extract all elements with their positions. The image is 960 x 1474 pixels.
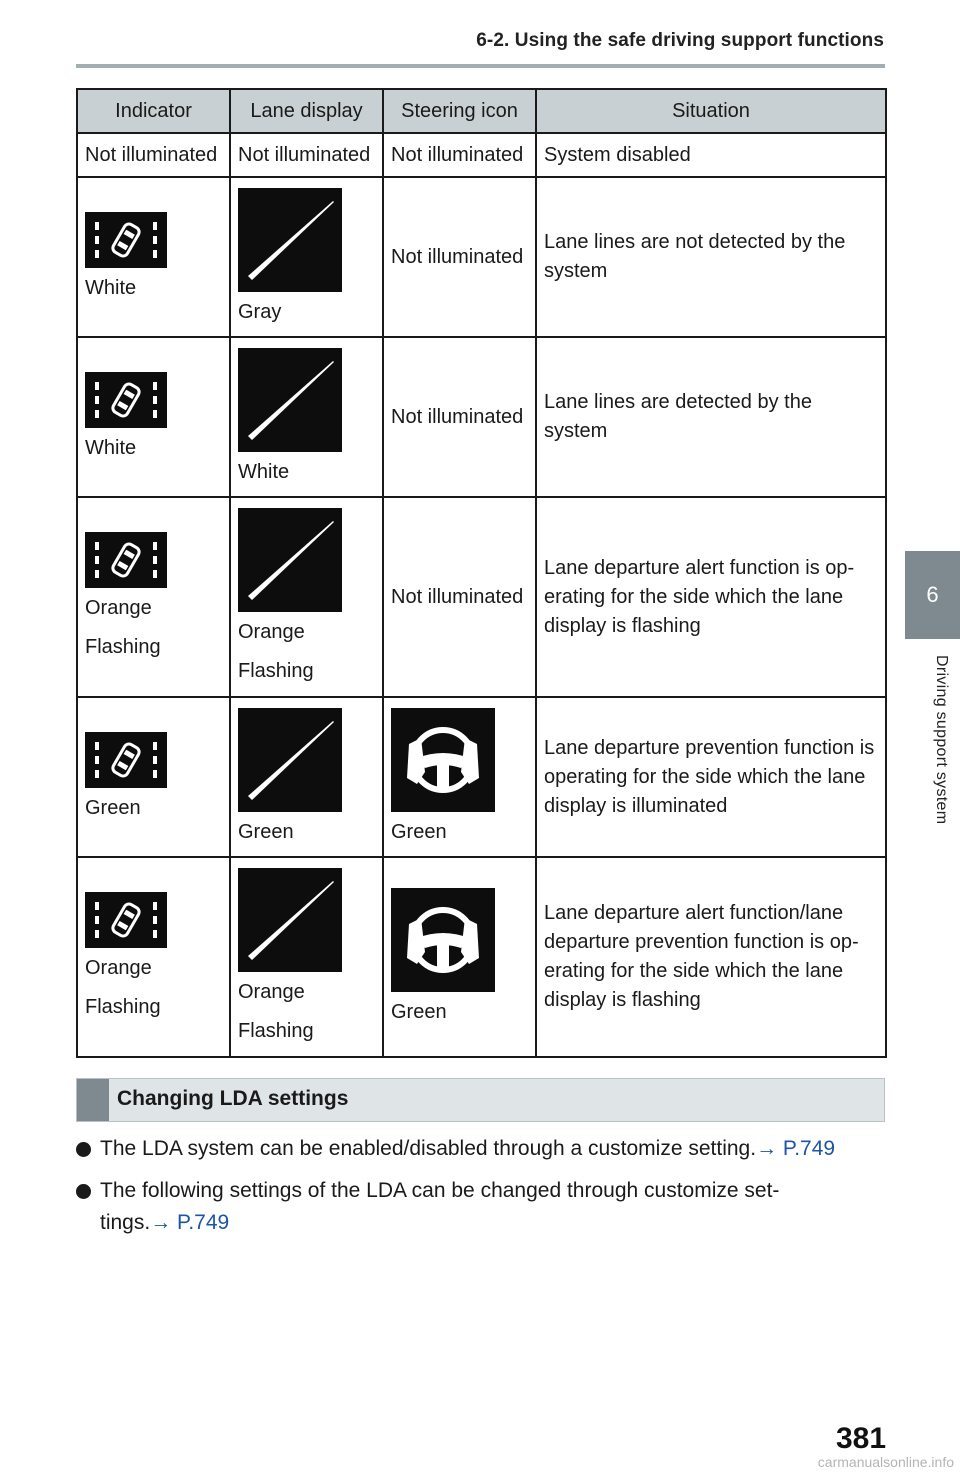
section-title: Changing LDA settings [117,1087,349,1110]
cell-lane [230,857,383,1057]
cell-indicator [77,857,230,1057]
lane-color: Green [238,820,294,843]
cell-lane [230,337,383,497]
cell-lane: Not illuminated [230,133,383,177]
lane-color: Orange [238,621,305,643]
lane-line-display-icon [238,508,342,612]
column-header-steering-icon: Steering icon [383,89,536,133]
lane-color: White [238,460,290,483]
watermark: carmanualsonline.info [817,1454,954,1470]
table-row [77,177,886,337]
indicator-color: White [85,436,137,459]
cell-steering: Not illuminated [383,177,536,337]
cell-situation: Lane departure prevention function is operating for the side which the lane display is illuminated [536,697,886,857]
bullet-text [100,1175,840,1239]
cell-situation: Lane departure alert function is op-erating for the side which the lane display is flashing [536,497,886,697]
indicator-color: Green [85,796,141,819]
table-header-row [77,89,886,133]
header-rule [76,64,885,68]
cell-lane [230,497,383,697]
lane-departure-indicator-icon [85,892,167,948]
lane-line-display-icon [238,188,342,292]
lane-state: Flashing [238,1020,314,1042]
lane-line-display-icon [238,868,342,972]
bullet-body: The following settings of the LDA can be changed through customize set-tings. [100,1179,780,1234]
cell-situation: Lane lines are not detected by the system [536,177,886,337]
table-row [77,857,886,1057]
cell-indicator [77,697,230,857]
bullet-dot [76,1142,91,1157]
indicator-state: Flashing [85,996,161,1018]
page-number: 381 [836,1422,887,1455]
chapter-number: 6 [926,582,939,607]
cell-indicator [77,497,230,697]
section-heading [76,1078,885,1122]
table-row [77,497,886,697]
lane-departure-indicator-icon [85,532,167,588]
column-header-lane-display: Lane display [230,89,383,133]
cell-steering: Not illuminated [383,497,536,697]
lane-color: Gray [238,300,282,323]
hands-on-steering-wheel-icon [391,888,495,992]
bullet-dot [76,1184,91,1199]
table-row [77,337,886,497]
cell-steering [383,697,536,857]
bullet-body: The LDA system can be enabled/disabled through a customize setting. [100,1137,757,1160]
bullet-item [76,1175,886,1239]
lane-color: Orange [238,981,305,1003]
lane-state: Flashing [238,660,314,682]
steering-color: Green [391,820,447,843]
running-header: 6-2. Using the safe driving support functions [476,30,884,51]
cell-steering: Not illuminated [383,133,536,177]
cell-situation: Lane lines are detected by the system [536,337,886,497]
cell-situation: System disabled [536,133,886,177]
lane-departure-indicator-icon [85,732,167,788]
page-reference-link[interactable]: → P.749 [150,1211,230,1234]
lane-line-display-icon [238,708,342,812]
indicator-color: White [85,276,137,299]
table-row [77,697,886,857]
lane-departure-indicator-icon [85,372,167,428]
cell-lane [230,177,383,337]
section-accent [77,1079,109,1121]
chapter-label: Driving support system [933,655,950,825]
bullet-text [100,1133,886,1165]
cell-steering [383,857,536,1057]
bullet-item [76,1133,886,1165]
cell-indicator: Not illuminated [77,133,230,177]
column-header-indicator: Indicator [77,89,230,133]
column-header-situation: Situation [536,89,886,133]
indicator-color: Orange [85,957,152,979]
steering-color: Green [391,1000,447,1023]
lda-indicator-table [76,88,887,1058]
cell-situation: Lane departure alert function/lane departure prevention function is op-erating for the side which the lane display is flashing [536,857,886,1057]
lane-line-display-icon [238,348,342,452]
page-reference-link[interactable]: → P.749 [756,1137,836,1160]
cell-steering: Not illuminated [383,337,536,497]
lane-departure-indicator-icon [85,212,167,268]
cell-indicator [77,337,230,497]
cell-indicator [77,177,230,337]
chapter-tab [905,551,960,639]
cell-lane [230,697,383,857]
indicator-state: Flashing [85,636,161,658]
table-row [77,133,886,177]
indicator-color: Orange [85,597,152,619]
hands-on-steering-wheel-icon [391,708,495,812]
